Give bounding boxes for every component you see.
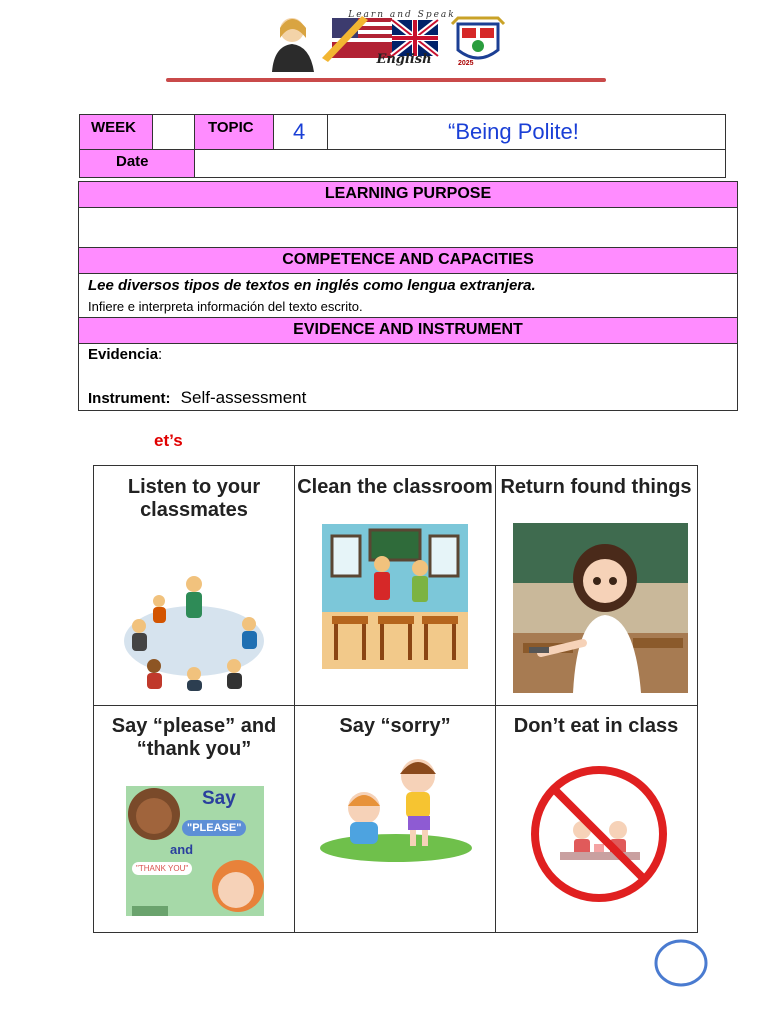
date-label: Date xyxy=(116,153,149,170)
grid-divider xyxy=(94,705,697,706)
card-title-no-eating: Don’t eat in class xyxy=(513,715,679,737)
kids-saying-sorry-illustration xyxy=(320,752,472,862)
competence-heading: COMPETENCE AND CAPACITIES xyxy=(78,247,738,274)
card-title-clean: Clean the classroom xyxy=(297,476,493,498)
week-label-cell xyxy=(79,114,153,150)
competence-line2: Infiere e interpreta información del texto escrito. xyxy=(88,299,363,314)
date-value-cell[interactable] xyxy=(194,149,726,178)
topic-title-cell xyxy=(327,114,726,150)
card-title-return: Return found things xyxy=(500,476,692,498)
topic-number-cell xyxy=(273,114,328,150)
header-logo xyxy=(262,8,532,72)
lets-text: et’s xyxy=(154,431,183,450)
please-thankyou-illustration xyxy=(126,786,264,916)
evidence-row xyxy=(88,346,162,363)
week-label: WEEK xyxy=(91,119,136,136)
evidence-heading: EVIDENCE AND INSTRUMENT xyxy=(78,317,738,344)
topic-label: TOPIC xyxy=(208,119,254,136)
no-eating-sign-icon xyxy=(524,764,674,904)
logo-title: English xyxy=(376,52,432,67)
grid-divider xyxy=(495,466,496,932)
please-card-say: Say xyxy=(202,788,236,809)
please-card-and: and xyxy=(170,842,194,857)
instrument-value: Self-assessment xyxy=(180,388,307,407)
topic-label-cell xyxy=(194,114,274,150)
please-card-thank-you: "THANK YOU" xyxy=(132,862,192,875)
evidence-colon: : xyxy=(158,346,163,363)
instrument-row xyxy=(88,388,306,408)
card-title-sorry: Say “sorry” xyxy=(339,715,451,737)
card-title-listen: Listen to your classmates xyxy=(127,476,261,521)
evidence-box xyxy=(78,343,738,411)
competence-box xyxy=(78,273,738,318)
please-card-please: "PLEASE" xyxy=(182,820,246,836)
logo-year: 2025 xyxy=(458,60,474,67)
topic-number: 4 xyxy=(293,119,306,144)
competence-line1: Lee diversos tipos de textos en inglés como lengua extranjera. xyxy=(88,277,536,294)
instrument-label: Instrument: xyxy=(88,390,171,407)
week-value-cell[interactable] xyxy=(152,114,195,150)
girl-returning-item-illustration xyxy=(513,523,688,693)
evidence-label: Evidencia xyxy=(88,346,159,363)
card-title-please: Say “please” and “thank you” xyxy=(111,715,277,760)
learning-purpose-heading: LEARNING PURPOSE xyxy=(78,181,738,208)
learning-purpose-content[interactable] xyxy=(78,207,738,248)
polite-rules-grid xyxy=(93,465,698,933)
classroom-cleaning-illustration xyxy=(322,524,468,669)
logo-top-text: Learn and Speak xyxy=(348,10,456,20)
grid-divider xyxy=(294,466,295,932)
children-circle-illustration xyxy=(114,566,274,691)
topic-title: “Being Polite! xyxy=(448,119,579,144)
date-label-cell xyxy=(79,149,195,178)
header-divider xyxy=(166,78,606,82)
page-circle-icon xyxy=(652,938,710,988)
